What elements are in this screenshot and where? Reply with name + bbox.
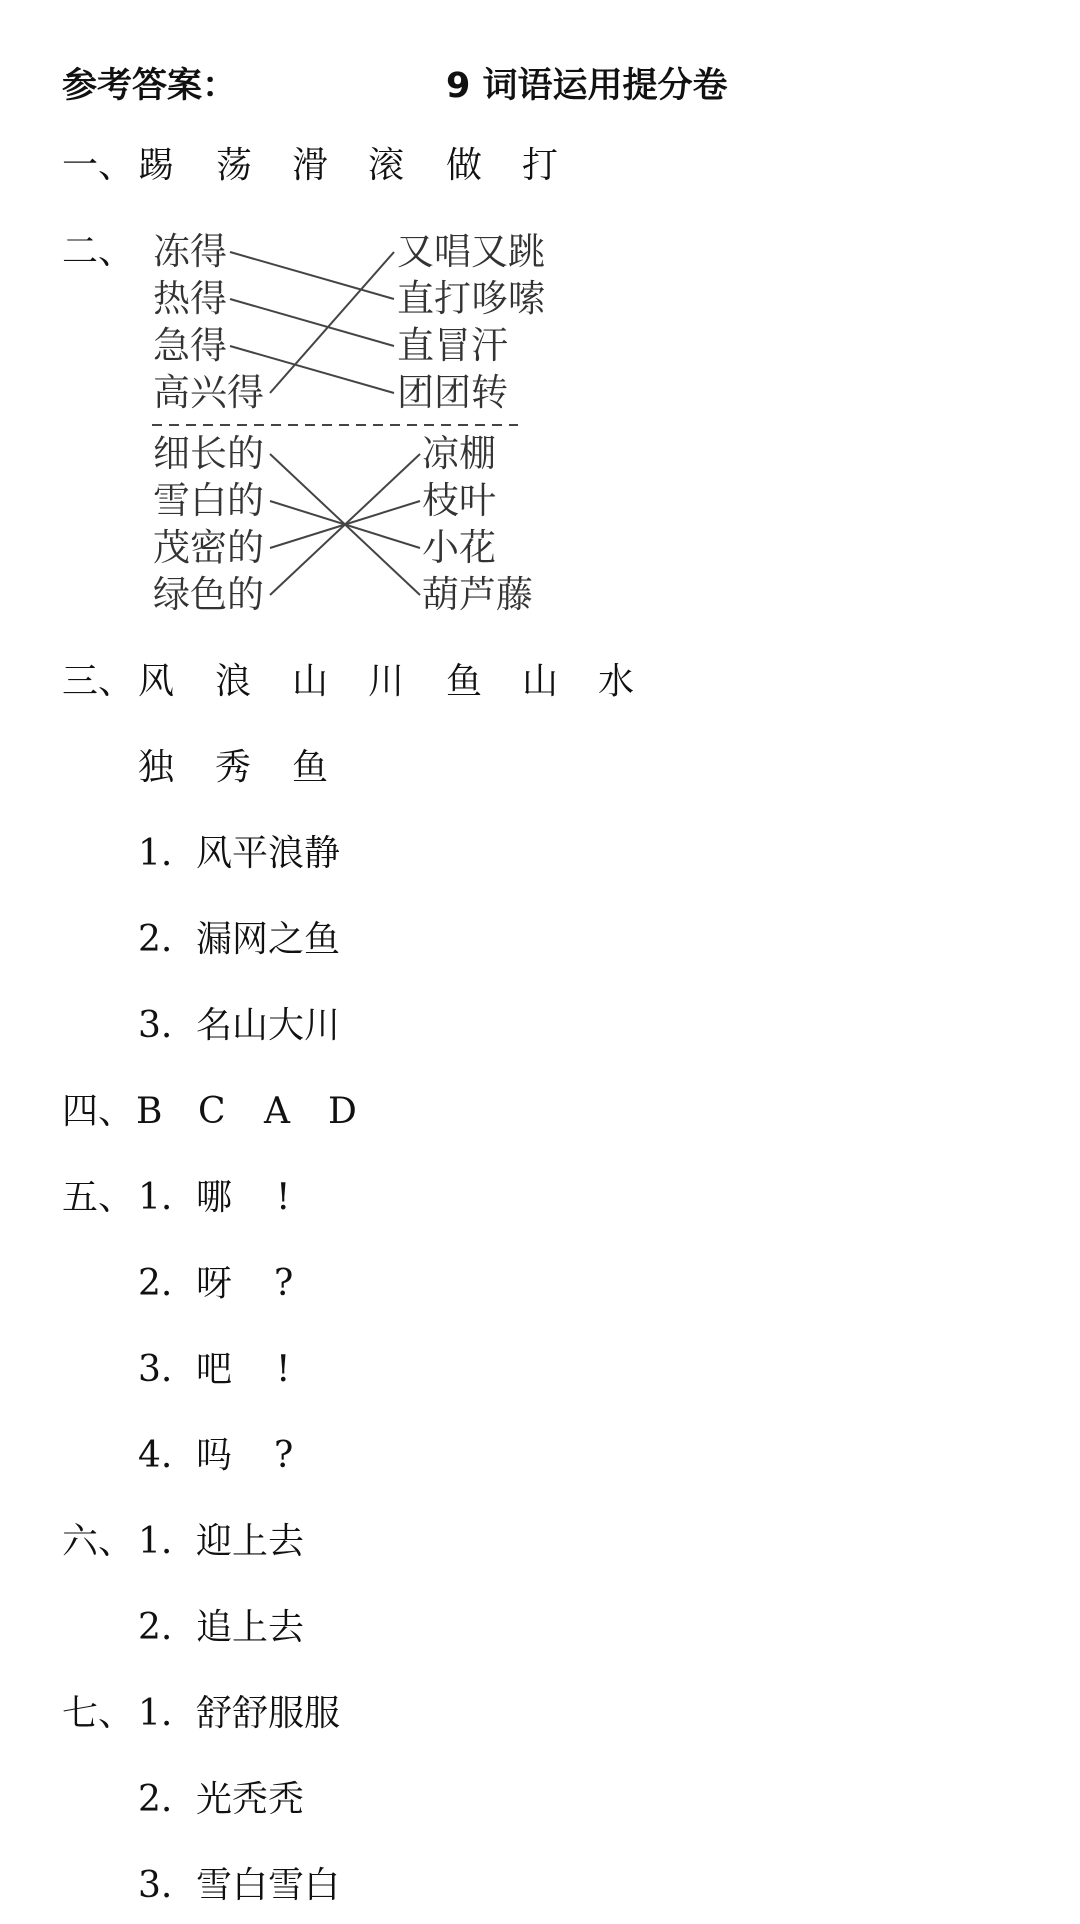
section-4-marker: 四、: [62, 1091, 135, 1132]
match-left-item: 雪白的: [153, 479, 264, 522]
section-3-item: [138, 1006, 638, 1046]
section-4-answer: B: [136, 1091, 163, 1132]
item-punctuation: !: [276, 1177, 291, 1218]
page-title: 9 词语运用提分卷: [446, 66, 728, 106]
match-right-item: 小花: [422, 526, 496, 569]
item-word: 吗: [196, 1435, 233, 1476]
item-number: 1.: [138, 1693, 173, 1734]
section-3-word: 独: [138, 747, 175, 788]
match-right-item: 葫芦藤: [422, 573, 533, 616]
item-number: 2.: [138, 919, 173, 960]
match-right-item: 团团转: [397, 371, 508, 414]
section-5-item: [138, 1436, 438, 1476]
match-left-item: 绿色的: [153, 573, 264, 616]
match-right-item: 直冒汗: [397, 324, 508, 367]
section-3-row-2: [62, 748, 702, 788]
section-3-word: 水: [598, 661, 635, 702]
answer-key-label: 参考答案：: [62, 66, 238, 106]
section-3-word: 鱼: [292, 747, 329, 788]
section-3-item: [138, 834, 638, 874]
section-1-word: 打: [522, 145, 559, 186]
section-2-marker: 二、: [62, 231, 135, 272]
section-1-marker: 一、: [62, 145, 135, 186]
matching-lines-figure: [0, 0, 1080, 640]
match-connector-line: [230, 252, 394, 299]
section-3-word: 秀: [215, 747, 252, 788]
item-word: 吧: [196, 1349, 233, 1390]
section-3-word: 鱼: [446, 661, 483, 702]
match-lines-group-2: [270, 454, 420, 595]
section-5-item: [138, 1264, 438, 1304]
section-3-word: 风: [138, 661, 175, 702]
match-left-item: 热得: [153, 277, 227, 320]
match-right-item: 又唱又跳: [397, 230, 545, 273]
match-right-item: 凉棚: [422, 432, 496, 475]
section-1-word: 荡: [216, 145, 253, 186]
section-7-item: [138, 1780, 538, 1820]
section-7-item: [138, 1694, 538, 1734]
item-word: 哪: [196, 1177, 233, 1218]
item-number: 3.: [138, 1005, 173, 1046]
section-6-item: [138, 1522, 538, 1562]
item-text: 舒舒服服: [196, 1693, 341, 1734]
section-3-marker: 三、: [62, 661, 135, 702]
section-5-marker: 五、: [62, 1177, 135, 1218]
item-punctuation: ?: [274, 1435, 294, 1476]
section-1-word: 滑: [292, 145, 329, 186]
match-left-item: 细长的: [153, 432, 264, 475]
item-text: 名山大川: [196, 1005, 341, 1046]
section-1-word: 滚: [368, 145, 405, 186]
item-text: 追上去: [196, 1607, 305, 1648]
item-number: 3.: [138, 1865, 173, 1906]
item-text: 风平浪静: [196, 833, 341, 874]
section-3-word: 山: [292, 661, 329, 702]
item-number: 1.: [138, 1521, 173, 1562]
item-word: 呀: [196, 1263, 233, 1304]
match-connector-line: [270, 252, 394, 393]
match-right-item: 枝叶: [422, 479, 496, 522]
section-6-marker: 六、: [62, 1521, 135, 1562]
item-number: 2.: [138, 1607, 173, 1648]
section-4: [62, 1092, 562, 1132]
section-7-item: [138, 1866, 538, 1906]
item-number: 3.: [138, 1349, 173, 1390]
section-5-item: [138, 1178, 438, 1218]
section-4-answer: D: [328, 1091, 357, 1132]
section-3-row-1: [62, 662, 702, 702]
section-1-word: 做: [446, 145, 483, 186]
section-3-word: 浪: [215, 661, 252, 702]
match-left-item: 高兴得: [153, 371, 264, 414]
item-punctuation: ?: [274, 1263, 294, 1304]
section-3-word: 山: [522, 661, 559, 702]
section-4-answer: A: [264, 1091, 290, 1132]
section-6-item: [138, 1608, 538, 1648]
item-text: 雪白雪白: [196, 1865, 341, 1906]
match-left-item: 茂密的: [153, 526, 264, 569]
section-7-marker: 七、: [62, 1693, 135, 1734]
item-number: 4.: [138, 1435, 173, 1476]
section-1-word: 踢: [138, 145, 175, 186]
item-number: 1.: [138, 1177, 173, 1218]
section-5-item: [138, 1350, 438, 1390]
item-punctuation: !: [276, 1349, 291, 1390]
item-number: 1.: [138, 833, 173, 874]
item-number: 2.: [138, 1779, 173, 1820]
section-4-answer: C: [198, 1091, 226, 1132]
item-text: 光秃秃: [196, 1779, 305, 1820]
match-lines-group-1: [230, 252, 394, 393]
section-3-item: [138, 920, 638, 960]
item-number: 2.: [138, 1263, 173, 1304]
match-connector-line: [230, 346, 394, 393]
match-left-item: 急得: [153, 324, 227, 367]
item-text: 迎上去: [196, 1521, 305, 1562]
section-3-word: 川: [368, 661, 405, 702]
item-text: 漏网之鱼: [196, 919, 341, 960]
match-connector-line: [230, 299, 394, 346]
match-left-item: 冻得: [153, 230, 227, 273]
match-right-item: 直打哆嗦: [397, 277, 545, 320]
